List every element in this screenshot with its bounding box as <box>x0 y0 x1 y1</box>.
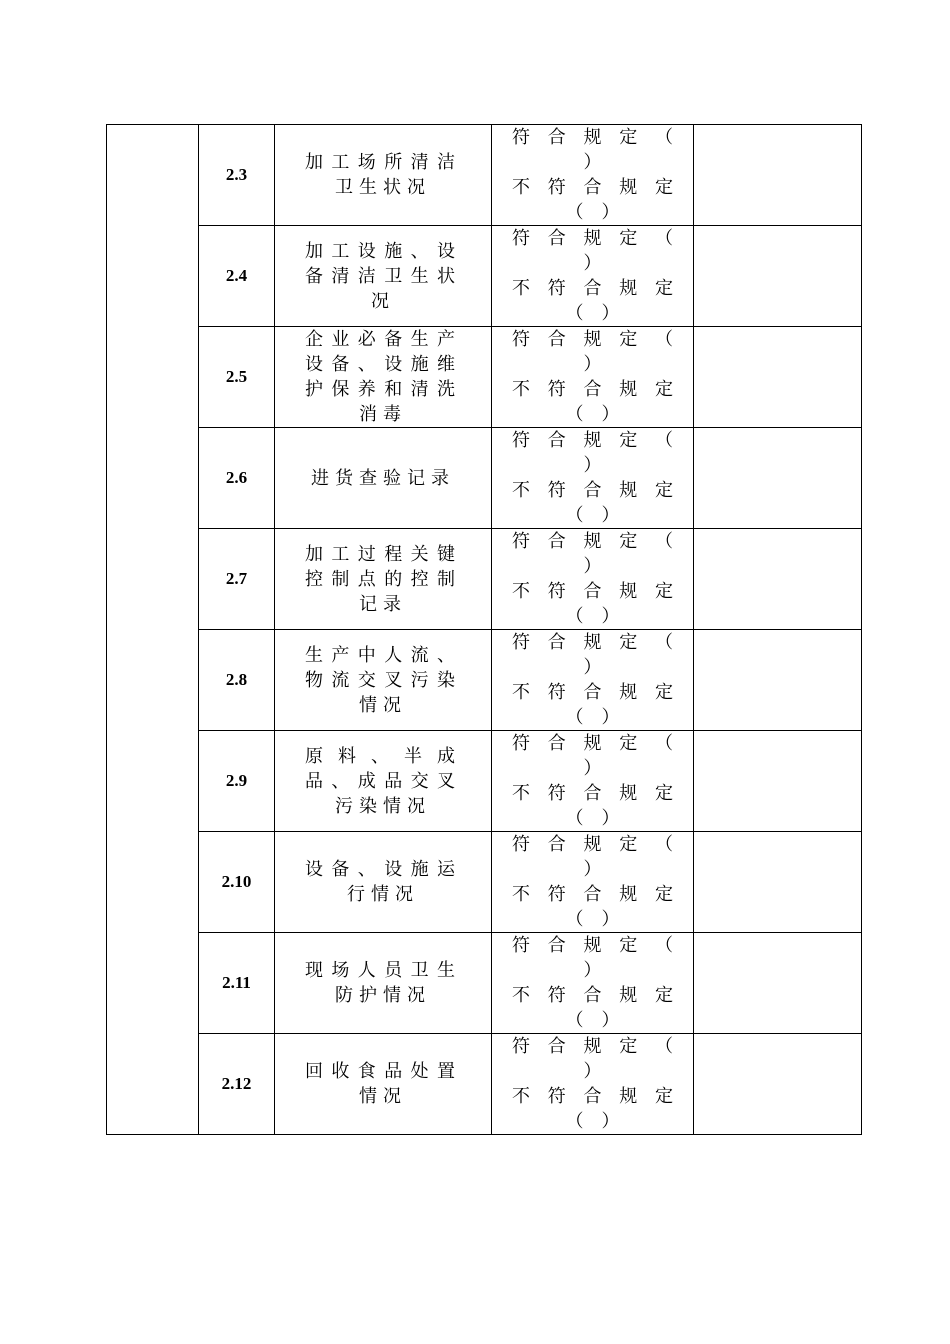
remark-cell <box>694 1034 862 1135</box>
result-not-conforms-paren: （ ） <box>565 606 620 627</box>
result-conforms: 符 合 规 定 （ <box>512 531 673 552</box>
result-not-conforms: 不 符 合 规 定 <box>512 985 673 1006</box>
result-conforms: 符 合 规 定 （ <box>512 127 673 148</box>
inspection-item: 进货查验记录 <box>275 428 492 529</box>
remark-cell <box>694 630 862 731</box>
result-not-conforms-paren: （ ） <box>565 1010 620 1031</box>
result-conforms-close: ） <box>583 253 602 274</box>
table-row <box>107 731 862 832</box>
inspection-item: 加工过程关键控制点的控制记录 <box>275 529 492 630</box>
item-number: 2.11 <box>199 933 275 1034</box>
result-not-conforms: 不 符 合 规 定 <box>512 379 673 400</box>
inspection-item: 回收食品处置情况 <box>275 1034 492 1135</box>
table-row <box>107 327 862 428</box>
remark-cell <box>694 327 862 428</box>
result-not-conforms: 不 符 合 规 定 <box>512 581 673 602</box>
remark-cell <box>694 731 862 832</box>
result-cell <box>492 226 694 327</box>
item-number: 2.5 <box>199 327 275 428</box>
inspection-table-body <box>107 125 862 1135</box>
table-row <box>107 933 862 1034</box>
result-conforms: 符 合 规 定 （ <box>512 228 673 249</box>
result-cell <box>492 630 694 731</box>
result-not-conforms-paren: （ ） <box>565 303 620 324</box>
result-not-conforms-paren: （ ） <box>565 1111 620 1132</box>
item-number: 2.8 <box>199 630 275 731</box>
result-not-conforms: 不 符 合 规 定 <box>512 278 673 299</box>
result-cell <box>492 125 694 226</box>
result-cell <box>492 933 694 1034</box>
result-cell <box>492 327 694 428</box>
inspection-table <box>106 124 862 1135</box>
result-not-conforms-paren: （ ） <box>565 909 620 930</box>
inspection-item: 设备、设施运行情况 <box>275 832 492 933</box>
result-conforms-close: ） <box>583 960 602 981</box>
inspection-item: 生产中人流、物流交叉污染情况 <box>275 630 492 731</box>
item-number: 2.7 <box>199 529 275 630</box>
result-cell <box>492 428 694 529</box>
result-not-conforms: 不 符 合 规 定 <box>512 884 673 905</box>
result-conforms-close: ） <box>583 1061 602 1082</box>
result-cell <box>492 832 694 933</box>
inspection-item: 企业必备生产设备、设施维护保养和清洗消毒 <box>275 327 492 428</box>
item-number: 2.9 <box>199 731 275 832</box>
result-conforms: 符 合 规 定 （ <box>512 834 673 855</box>
result-conforms: 符 合 规 定 （ <box>512 733 673 754</box>
result-conforms-close: ） <box>583 657 602 678</box>
remark-cell <box>694 226 862 327</box>
result-not-conforms: 不 符 合 规 定 <box>512 1086 673 1107</box>
item-number: 2.4 <box>199 226 275 327</box>
result-conforms: 符 合 规 定 （ <box>512 1036 673 1057</box>
remark-cell <box>694 428 862 529</box>
result-conforms: 符 合 规 定 （ <box>512 430 673 451</box>
remark-cell <box>694 832 862 933</box>
remark-cell <box>694 529 862 630</box>
result-cell <box>492 1034 694 1135</box>
result-conforms: 符 合 规 定 （ <box>512 329 673 350</box>
remark-cell <box>694 125 862 226</box>
inspection-item: 原料、半成品、成品交叉污染情况 <box>275 731 492 832</box>
result-conforms-close: ） <box>583 354 602 375</box>
item-number: 2.12 <box>199 1034 275 1135</box>
item-number: 2.10 <box>199 832 275 933</box>
result-not-conforms-paren: （ ） <box>565 505 620 526</box>
inspection-item: 加工场所清洁卫生状况 <box>275 125 492 226</box>
table-row <box>107 529 862 630</box>
inspection-item: 加工设施、设备清洁卫生状况 <box>275 226 492 327</box>
result-not-conforms-paren: （ ） <box>565 808 620 829</box>
table-row <box>107 125 862 226</box>
table-row <box>107 832 862 933</box>
result-conforms-close: ） <box>583 455 602 476</box>
result-not-conforms: 不 符 合 规 定 <box>512 177 673 198</box>
table-row <box>107 226 862 327</box>
result-not-conforms-paren: （ ） <box>565 202 620 223</box>
result-not-conforms: 不 符 合 规 定 <box>512 783 673 804</box>
result-conforms-close: ） <box>583 556 602 577</box>
result-not-conforms-paren: （ ） <box>565 404 620 425</box>
result-not-conforms-paren: （ ） <box>565 707 620 728</box>
remark-cell <box>694 933 862 1034</box>
result-cell <box>492 731 694 832</box>
category-cell <box>107 125 199 1135</box>
result-conforms-close: ） <box>583 758 602 779</box>
table-row <box>107 630 862 731</box>
result-conforms-close: ） <box>583 152 602 173</box>
result-cell <box>492 529 694 630</box>
result-conforms: 符 合 规 定 （ <box>512 935 673 956</box>
result-conforms: 符 合 规 定 （ <box>512 632 673 653</box>
result-not-conforms: 不 符 合 规 定 <box>512 480 673 501</box>
result-not-conforms: 不 符 合 规 定 <box>512 682 673 703</box>
item-number: 2.3 <box>199 125 275 226</box>
result-conforms-close: ） <box>583 859 602 880</box>
table-row <box>107 1034 862 1135</box>
table-row <box>107 428 862 529</box>
item-number: 2.6 <box>199 428 275 529</box>
inspection-item: 现场人员卫生防护情况 <box>275 933 492 1034</box>
